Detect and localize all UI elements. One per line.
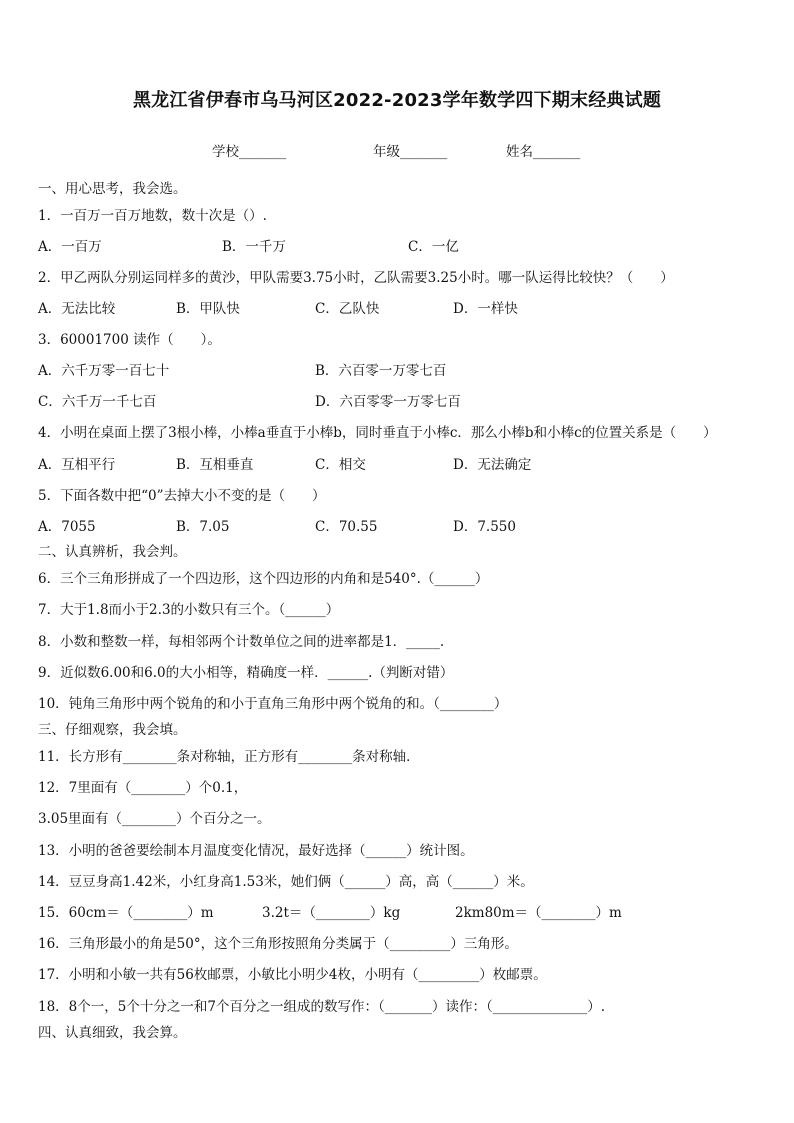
question-15-part-a: 15．60cm＝（________）m xyxy=(38,905,214,921)
question-1: 1．一百万一百万地数，数十次是（）. xyxy=(38,208,267,224)
question-16: 16．三角形最小的角是50°，这个三角形按照角分类属于（_________）三角形。 xyxy=(38,936,518,952)
question-18: 18．8个一，5个十分之一和7个百分之一组成的数写作：（_______）读作：（______________）. xyxy=(38,999,605,1015)
school-field: 学校_______ xyxy=(212,144,287,160)
question-13: 13．小明的爸爸要绘制本月温度变化情况，最好选择（______）统计图。 xyxy=(38,843,474,859)
q2-option-c: C．乙队快 xyxy=(315,301,380,317)
name-field: 姓名_______ xyxy=(506,144,581,160)
q5-option-c: C．70.55 xyxy=(315,519,378,535)
grade-field: 年级_______ xyxy=(373,144,448,160)
question-12-part-a: 12．7里面有（________）个0.1， xyxy=(38,780,248,796)
q1-option-a: A．一百万 xyxy=(38,239,102,255)
q2-option-a: A．无法比较 xyxy=(38,301,116,317)
q3-option-a: A．六千万零一百七十 xyxy=(38,363,170,379)
question-8: 8．小数和整数一样，每相邻两个计数单位之间的进率都是1．_____. xyxy=(38,634,445,650)
q1-option-b: B．一千万 xyxy=(222,239,286,255)
q3-option-d: D．六百零零一万零七百 xyxy=(315,394,461,410)
question-6: 6．三个三角形拼成了一个四边形，这个四边形的内角和是540°.（______） xyxy=(38,571,489,587)
section-heading-4: 四、认真细致，我会算。 xyxy=(38,1025,187,1041)
question-11: 11．长方形有________条对称轴，正方形有________条对称轴． xyxy=(38,749,420,765)
page-title: 黑龙江省伊春市乌马河区2022-2023学年数学四下期末经典试题 xyxy=(132,90,662,111)
q3-option-b: B．六百零一万零七百 xyxy=(315,363,447,379)
question-2: 2．甲乙两队分别运同样多的黄沙，甲队需要3.75小时，乙队需要3.25小时。哪一队运得比较快？（ ） xyxy=(38,270,674,286)
q3-option-c: C．六千万一千七百 xyxy=(38,394,157,410)
q2-option-d: D．一样快 xyxy=(453,301,518,317)
question-4: 4．小明在桌面上摆了3根小棒，小棒a垂直于小棒b，同时垂直于小棒c．那么小棒b和小棒c的位置关系是（ ） xyxy=(38,425,717,441)
question-3: 3．60001700 读作（ ）。 xyxy=(38,332,221,348)
q5-option-d: D．7.550 xyxy=(453,519,516,535)
q5-option-a: A．7055 xyxy=(38,519,96,535)
q5-option-b: B．7.05 xyxy=(176,519,230,535)
section-heading-2: 二、认真辨析，我会判。 xyxy=(38,544,187,560)
q4-option-b: B．互相垂直 xyxy=(176,457,254,473)
section-heading-3: 三、仔细观察，我会填。 xyxy=(38,722,187,738)
q1-option-c: C．一亿 xyxy=(408,239,459,255)
question-7: 7．大于1.8而小于2.3的小数只有三个。（______） xyxy=(38,602,340,618)
q4-option-d: D．无法确定 xyxy=(453,457,532,473)
question-15-part-b: 3.2t＝（________）kg xyxy=(262,905,401,921)
question-5: 5．下面各数中把“0”去掉大小不变的是（ ） xyxy=(38,488,326,504)
q4-option-a: A．互相平行 xyxy=(38,457,116,473)
question-17: 17．小明和小敏一共有56枚邮票，小敏比小明少4枚，小明有（_________）枚邮票。 xyxy=(38,967,547,983)
section-heading-1: 一、用心思考，我会选。 xyxy=(38,181,187,197)
question-10: 10．钝角三角形中两个锐角的和小于直角三角形中两个锐角的和。（________） xyxy=(38,696,508,712)
question-14: 14．豆豆身高1.42米，小红身高1.53米，她们俩（______）高，高（______）米。 xyxy=(38,874,534,890)
q2-option-b: B．甲队快 xyxy=(176,301,240,317)
question-9: 9．近似数6.00和6.0的大小相等，精确度一样．______.（判断对错） xyxy=(38,665,454,681)
question-15-part-c: 2km80m＝（________）m xyxy=(455,905,622,921)
q4-option-c: C．相交 xyxy=(315,457,366,473)
question-12-part-b: 3.05里面有（________）个百分之一。 xyxy=(38,811,271,827)
